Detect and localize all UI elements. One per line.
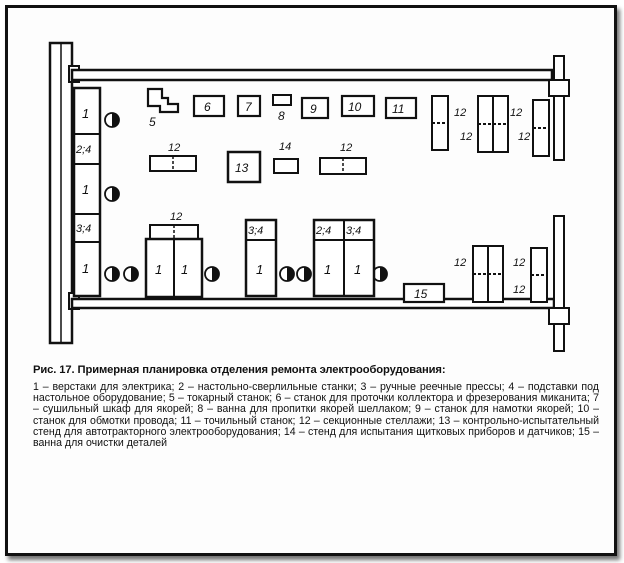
label-drying-cabinet: 7 — [245, 100, 252, 114]
label-bench: 1 — [82, 106, 90, 121]
label-press-stand: 3;4 — [346, 225, 362, 237]
label-press-stand: 3;4 — [76, 223, 92, 235]
label-shelving: 12 — [340, 142, 353, 154]
shelving-top-right — [432, 96, 549, 156]
label-instrument-stand: 14 — [279, 141, 292, 153]
label-bench: 1 — [181, 262, 189, 277]
label-shelving: 12 — [513, 284, 526, 296]
label-shelving: 12 — [454, 257, 467, 269]
label-wire-winding-machine: 10 — [348, 100, 362, 114]
label-shelving: 12 — [510, 107, 523, 119]
label-test-stand: 13 — [235, 161, 249, 175]
label-bench: 1 — [354, 262, 362, 277]
figure-frame — [5, 5, 617, 556]
label-cleaning-bath: 15 — [414, 287, 428, 301]
label-shelving: 12 — [513, 257, 526, 269]
shellac-bath — [273, 95, 291, 105]
label-grinder: 11 — [392, 102, 405, 116]
shelving-bottom-right — [473, 246, 547, 302]
label-shellac-bath: 8 — [278, 109, 285, 123]
label-lathe: 5 — [149, 115, 156, 129]
label-drill-press-stand: 2;4 — [316, 225, 332, 237]
label-shelving: 12 — [170, 211, 183, 223]
figure-caption: Рис. 17. Примерная планировка отделения ремонта электрооборудования: — [33, 364, 446, 376]
figure-legend: 1 – верстаки для электрика; 2 – настольно-сверлильные станки; 3 – ручные реечные прессы; 4 – подставки под настольное оборудование; 5 – токарный станок; 6 – станок для проточки коллектора и фрезерования миканита; 7 – сушильный шкаф для якорей; 8 – ванна для пропитки якорей шеллаком; 9 – станок для намотки якорей; 10 – станок для обмотки провода; 11 – точильный станок; 12 – секционные стеллажи; 13 – контрольно-испытательный стенд для автотракторного электрооборудования; 14 – стенд для испытания щитковых приборов и датчиков; 15 – ванна для очистки деталей — [33, 381, 599, 450]
lathe-outline — [148, 89, 178, 112]
label-commutator-machine: 6 — [204, 100, 211, 114]
label-shelving: 12 — [460, 131, 473, 143]
label-bench: 1 — [324, 262, 332, 277]
label-bench: 1 — [256, 262, 264, 277]
label-bench: 1 — [82, 261, 90, 276]
top-wall — [72, 70, 552, 80]
label-bench: 1 — [82, 182, 90, 197]
label-shelving: 12 — [518, 131, 531, 143]
label-shelving: 12 — [454, 107, 467, 119]
label-bench: 1 — [155, 262, 163, 277]
label-press-stand: 3;4 — [248, 225, 264, 237]
instrument-stand — [274, 159, 298, 173]
label-winding-machine: 9 — [310, 102, 317, 116]
label-shelving: 12 — [168, 142, 181, 154]
right-column-top — [554, 56, 564, 160]
floor-plan — [8, 8, 614, 358]
right-column-bottom — [554, 216, 564, 351]
label-drill-press-stand: 2;4 — [76, 144, 92, 156]
